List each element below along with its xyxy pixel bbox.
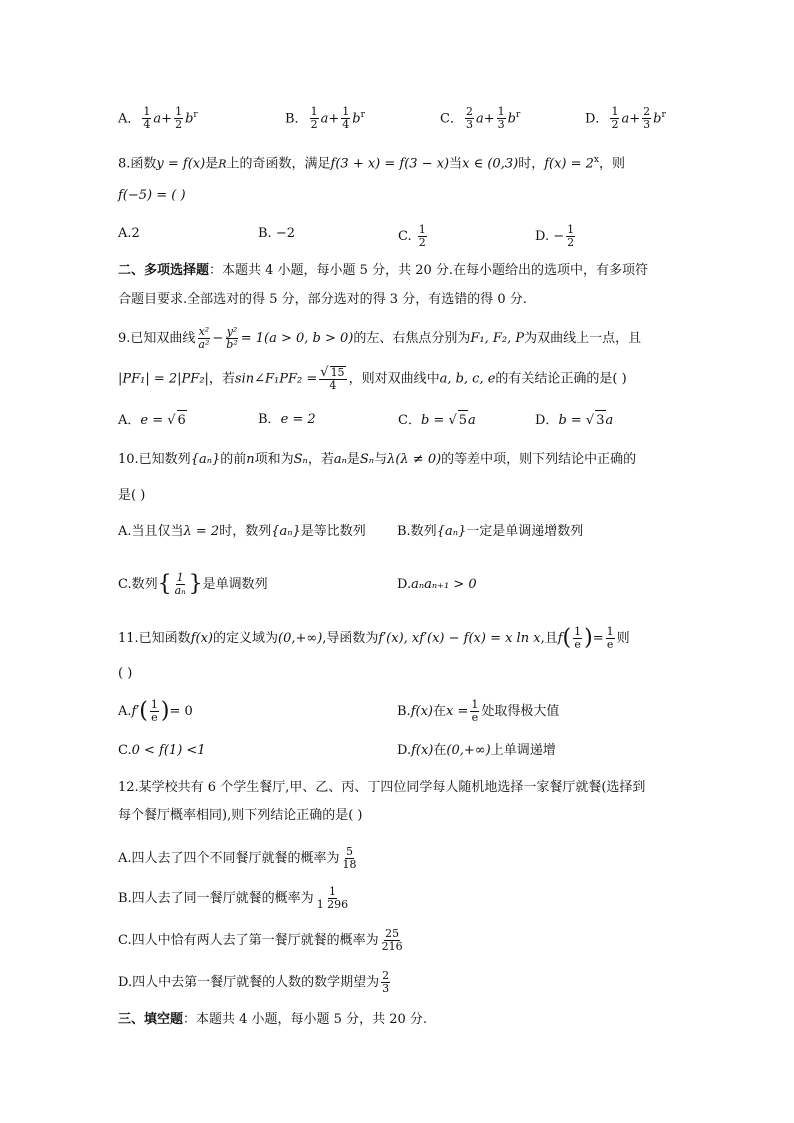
option-label: C． [398,413,421,428]
q12-option-a [118,846,360,871]
text: 在 [432,704,446,719]
denominator: e [151,711,158,724]
numerator: 25 [385,927,400,940]
radicand: 5 [458,410,468,431]
q9-option-b [258,410,316,430]
text: 上的奇函数，满足 [226,156,331,172]
fraction [341,106,350,131]
math: n [246,452,255,467]
denominator: 4 [329,379,337,392]
denominator: e [606,638,614,651]
text: 的前 [220,452,247,467]
math: y = f(x) [156,156,206,172]
math: = 1(a > 0, b > 0) [240,331,354,346]
math: f(x) [411,743,434,758]
q12-option-d [118,970,392,995]
denominator: b² [226,338,238,351]
q12-option-b [118,886,351,911]
math: e = 2 [280,412,316,427]
text: 与 [374,452,388,467]
denominator: 216 [381,940,403,953]
q11-option-d [397,741,556,761]
option-label: D． [585,111,609,127]
math: {aₙ} [436,524,467,539]
fraction [642,106,651,131]
math: f(x) [410,704,433,719]
q11-option-b [397,699,559,724]
q12-stem: 12.某学校共有 6 个学生餐厅,甲、乙、丙、丁四位同学每人随机地选择一家餐厅就餐(选择到 [118,780,646,795]
math: R [218,157,227,171]
vector-mark: r [360,110,365,120]
text: B. [397,704,411,719]
q9-option-d [535,410,613,431]
q8-stem [118,150,625,174]
text: 8.函数 [118,156,157,172]
text: ，若 [208,371,235,387]
denominator: 3 [382,982,390,995]
q7-option-a [118,105,198,131]
q9-option-c [398,410,476,431]
math: a [468,413,476,428]
math: f(x) [190,631,213,646]
text: B.四人去了同一餐厅就餐的概率为 [118,891,314,906]
text: 11.已知函数 [118,631,191,646]
numerator: 1 [611,105,619,119]
denominator: a² [198,338,210,351]
plus-sign: + [161,111,173,127]
section-title: 二、多项选择题 [118,263,210,278]
numerator: 1 [418,223,426,236]
fraction [610,106,619,131]
option-label: B． [285,111,308,127]
radical-sign: √ [167,413,176,428]
fraction [566,224,575,249]
section2-header-line2: 合题目要求.全部选对的得 5 分，部分选对的得 3 分，有选错的得 0 分. [118,292,527,307]
plus-sign: + [629,111,641,127]
numerator: 2 [465,105,473,119]
fraction [142,106,151,131]
text: 是单调数列 [202,577,268,592]
text: B.数列 [397,524,437,539]
math: a, b, c, e [439,371,496,387]
fraction [470,699,479,724]
q10-option-b [397,522,583,542]
q10-option-a [118,522,366,542]
text: ,且 [540,631,558,646]
numerator: 1 [497,105,505,119]
fraction [310,106,319,131]
fraction [381,928,404,953]
option-label: C． [440,111,463,127]
option-label: B． [258,412,281,427]
superscript: x [593,155,599,165]
math: aₙ [333,452,347,467]
math: {aₙ} [271,524,301,539]
q11-option-c [118,741,206,761]
fraction [174,106,183,131]
math: (0,+∞) [278,631,323,646]
fraction [573,626,582,651]
numerator: 1 [143,105,151,119]
math: b = [420,413,449,428]
denominator: 2 [418,236,426,249]
q9-stem-line2 [118,366,627,392]
fraction [319,366,346,392]
math: f [557,631,563,646]
denominator: aₙ [174,584,186,597]
section2-header [118,261,648,281]
numerator: 1 [175,105,183,119]
radicand: 15 [330,366,345,379]
minus-sign: − [212,331,224,346]
option-label: D. − [535,229,565,244]
numerator: 1 [310,105,318,119]
numerator: 5 [346,845,354,858]
text: C.四人中恰有两人去了第一餐厅就餐的概率为 [118,933,379,948]
left-paren: ( [562,625,572,651]
q10-option-c [118,572,268,597]
text: 在 [433,743,447,758]
numerator: 1 [176,571,184,584]
text: 当 [449,156,463,172]
fraction [465,106,474,131]
denominator: 2 [611,118,619,132]
denominator: 4 [143,118,151,132]
math: aₙaₙ₊₁ > 0 [411,577,477,592]
q8-stem-line2 [118,186,186,206]
q12-option-c [118,928,406,953]
numerator: 2 [382,969,390,982]
text: D.四人中去第一餐厅就餐的人数的数学期望为 [118,975,380,990]
text: 一定是单调递增数列 [466,524,584,539]
text: 上单调递增 [490,743,556,758]
math: λ(λ ≠ 0) [387,452,442,467]
numerator: 1 [150,698,158,711]
denominator: 2 [310,118,318,132]
math: x ∈ (0,3) [462,156,519,172]
section3-header [118,1010,427,1030]
math: f(x) = 2 [544,156,594,172]
text: 的等差中项，则下列结论中正确的 [441,452,637,467]
text: ，则对双曲线中 [348,371,440,387]
math: a [605,413,614,428]
vector-a: a [475,111,484,127]
radical-sign: √ [448,413,457,428]
vector-b: b [507,111,516,127]
vector-b: b [653,111,662,127]
vector-a: a [320,111,329,127]
text: 的有关结论正确的是( ) [495,371,627,387]
numerator: 1 [342,105,350,119]
vector-a: a [153,111,162,127]
left-brace: { [157,571,172,597]
text: ，则 [599,156,626,172]
denominator: 4 [342,118,350,132]
numerator: 1 [328,885,336,898]
fraction [150,699,159,724]
math: |PF₁| = 2|PF₂| [118,371,209,387]
math: f′ [131,704,140,719]
math: x = [446,704,469,719]
option-label: A． [118,111,141,127]
numerator [319,366,346,380]
text: 项和为 [254,452,294,467]
math: F₁, F₂, P [470,331,525,346]
math: f(3 + x) = f(3 − x) [330,156,450,172]
q9-option-a [118,410,187,431]
radicand: 3 [595,410,605,431]
q8-option-c [398,224,429,249]
fraction [342,846,358,871]
q7-option-c [440,105,520,131]
option-label: D． [535,413,559,428]
q9-stem [118,326,641,351]
q11-stem [118,626,630,651]
plus-sign: + [483,111,495,127]
math: Sₙ [359,452,375,467]
text: 时， [518,156,545,172]
math: f(−5) = ( ) [118,188,186,203]
vector-a: a [621,111,630,127]
math: (0,+∞) [446,743,491,758]
q8-option-a: A.2 [118,226,140,241]
fraction [497,106,506,131]
vector-b: b [185,111,194,127]
text: 时，数列 [219,524,272,539]
right-paren: ) [160,698,170,724]
radical-sign: √ [320,365,329,380]
text: 处取得极大值 [481,704,560,719]
numerator: 2 [643,105,651,119]
section-instructions: ：本题共 4 小题，每小题 5 分，共 20 分.在每小题给出的选项中，有多项符 [209,263,649,278]
text: C.数列 [118,577,158,592]
numerator: y² [226,325,238,338]
q11-stem-line2: ( ) [118,666,133,681]
section-instructions: ：本题共 4 小题，每小题 5 分，共 20 分. [183,1012,428,1027]
math: Sₙ [293,452,308,467]
text: A.当且仅当 [118,524,184,539]
text: 9.已知双曲线 [118,331,196,346]
radical-sign: √ [585,413,595,428]
math: e = [140,413,168,428]
right-brace: } [188,571,203,597]
fraction [316,886,350,911]
text: 是 [205,156,219,172]
text: A.四人去了四个不同餐厅就餐的概率为 [118,851,340,866]
text: 是 [346,452,360,467]
numerator: 1 [567,223,575,236]
vector-mark: r [661,110,666,120]
denominator: 3 [497,118,505,132]
q11-option-a [118,699,193,724]
fraction [381,970,390,995]
numerator: 1 [574,625,582,638]
vector-mark: r [193,110,198,120]
q7-option-d [585,105,666,131]
denominator: 2 [567,236,575,249]
text: 是等比数列 [300,524,366,539]
denominator: 3 [643,118,651,132]
fraction [174,572,187,597]
text: ，若 [307,452,334,467]
text: 为双曲线上一点，且 [524,331,642,346]
text: ,导函数为 [322,631,379,646]
math: λ = 2 [183,524,220,539]
right-paren: ) [584,625,593,651]
denominator: 18 [342,858,357,871]
text: A. [118,704,132,719]
radicand: 6 [177,410,187,431]
left-paren: ( [139,698,148,724]
math: f′(x), xf′(x) − f(x) = x ln x [378,631,541,646]
denominator: 1 296 [316,898,349,911]
math: sin∠F₁PF₂ = [234,371,318,387]
text: D. [397,743,412,758]
fraction [197,326,210,351]
option-label: C. [398,229,416,244]
numerator: 1 [606,625,614,638]
denominator: e [574,638,581,651]
fraction [225,326,238,351]
math: 0 < f(1) <1 [131,743,206,758]
math: = [592,631,604,646]
q10-option-d [397,575,477,595]
fraction [606,626,615,651]
text: 10.已知数列 [118,452,191,467]
text: C. [118,743,132,758]
q8-option-b: B. −2 [258,226,295,241]
numerator: 1 [471,698,479,711]
plus-sign: + [328,111,340,127]
text: 则 [616,631,630,646]
text: 的左、右焦点分别为 [353,331,471,346]
text: D. [397,577,412,592]
numerator: x² [198,325,210,338]
q10-stem-line2: 是( ) [118,488,146,503]
denominator: 3 [465,118,473,132]
q7-option-b [285,105,365,131]
vector-b: b [352,111,361,127]
math: {aₙ} [190,452,221,467]
vector-mark: r [515,110,521,120]
fraction [418,224,427,249]
denominator: 2 [175,118,183,132]
option-label: A． [118,413,141,428]
math: = 0 [169,704,193,719]
q12-stem-line2: 每个餐厅概率相同),则下列结论正确的是( ) [118,808,363,823]
section-title: 三、填空题 [118,1012,184,1027]
denominator: e [471,711,479,724]
math: b = [558,413,586,428]
q8-option-d [535,224,577,249]
q10-stem [118,450,636,470]
text: 的定义域为 [212,631,278,646]
